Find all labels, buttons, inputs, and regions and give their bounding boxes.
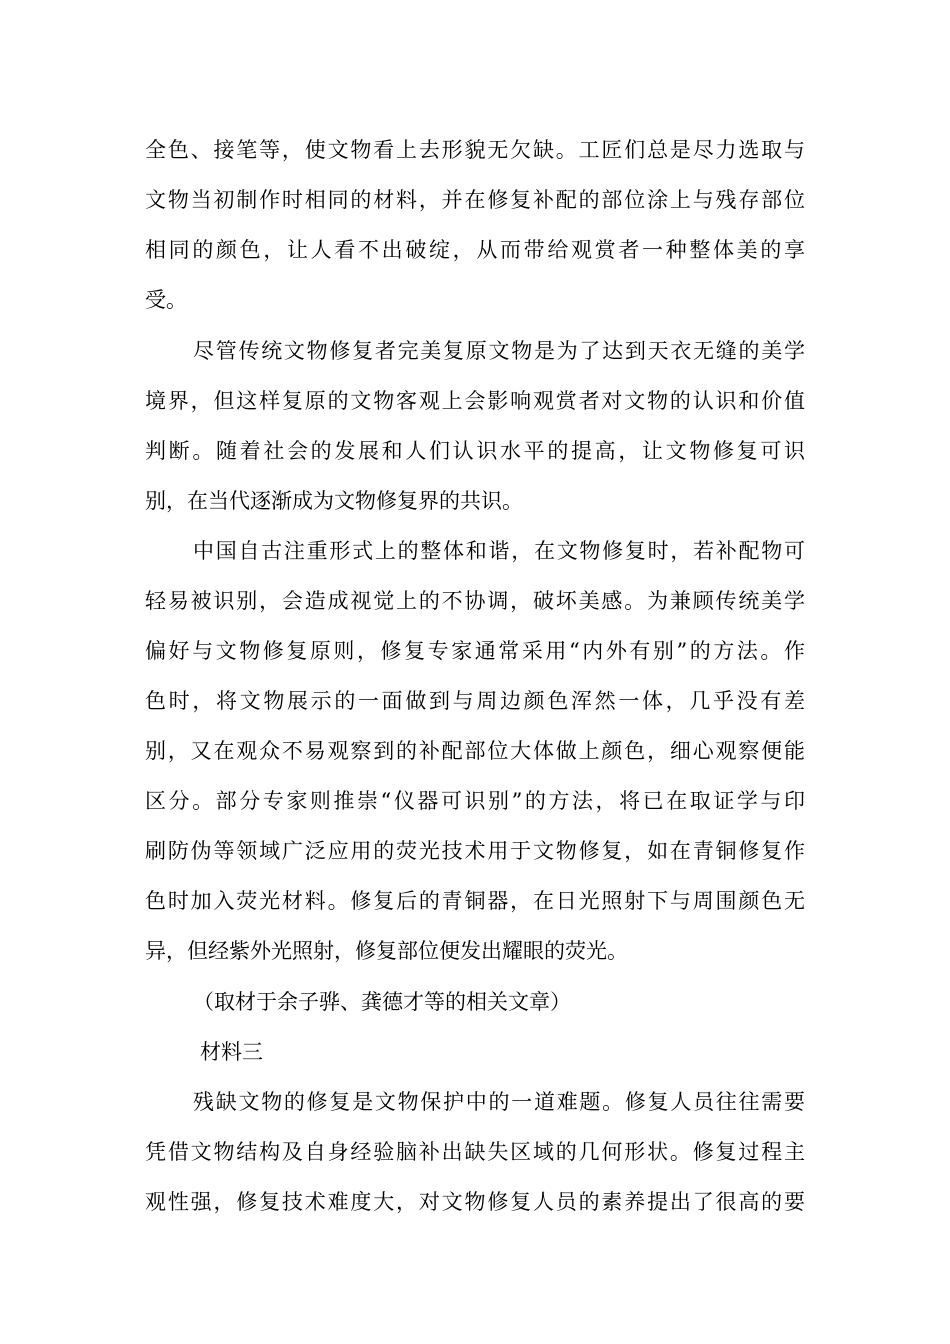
- text-line: 色时，将文物展示的一面做到与周边颜色浑然一体，几乎没有差: [145, 689, 805, 713]
- source-citation: （取材于余子骅、龚德才等的相关文章）: [193, 990, 571, 1014]
- text-line: 区分。部分专家则推崇“仪器可识别”的方法，将已在取证学与印: [145, 789, 805, 813]
- text-line: 境界，但这样复原的文物客观上会影响观赏者对文物的认识和价值: [145, 389, 805, 413]
- text-line: 全色、接笔等，使文物看上去形貌无欠缺。工匠们总是尽力选取与: [145, 138, 805, 162]
- text-line: 观性强，修复技术难度大，对文物修复人员的素养提出了很高的要: [145, 1190, 805, 1214]
- paragraph-first-line: 尽管传统文物修复者完美复原文物是为了达到天衣无缝的美学: [193, 339, 805, 363]
- text-line: 相同的颜色，让人看不出破绽，从而带给观赏者一种整体美的享: [145, 238, 805, 262]
- text-line: 轻易被识别，会造成视觉上的不协调，破坏美感。为兼顾传统美学: [145, 589, 805, 613]
- text-line: 受。: [145, 288, 187, 312]
- text-line: 偏好与文物修复原则，修复专家通常采用“内外有别”的方法。作: [145, 639, 805, 663]
- text-line: 凭借文物结构及自身经验脑补出缺失区域的几何形状。修复过程主: [145, 1140, 805, 1164]
- text-line: 刷防伪等领域广泛应用的荧光技术用于文物修复，如在青铜修复作: [145, 839, 805, 863]
- paragraph-first-line: 残缺文物的修复是文物保护中的一道难题。修复人员往往需要: [193, 1090, 805, 1114]
- text-line: 异，但经紫外光照射，修复部位便发出耀眼的荧光。: [145, 939, 628, 963]
- text-line: 别，在当代逐渐成为文物修复界的共识。: [145, 489, 523, 513]
- text-line: 文物当初制作时相同的材料，并在修复补配的部位涂上与残存部位: [145, 188, 805, 212]
- text-line: 判断。随着社会的发展和人们认识水平的提高，让文物修复可识: [145, 439, 805, 463]
- paragraph-first-line: 中国自古注重形式上的整体和谐，在文物修复时，若补配物可: [193, 539, 805, 563]
- text-line: 色时加入荧光材料。修复后的青铜器，在日光照射下与周围颜色无: [145, 889, 805, 913]
- text-line: 别，又在观众不易观察到的补配部位大体做上颜色，细心观察便能: [145, 739, 805, 763]
- section-heading: 材料三: [200, 1040, 263, 1064]
